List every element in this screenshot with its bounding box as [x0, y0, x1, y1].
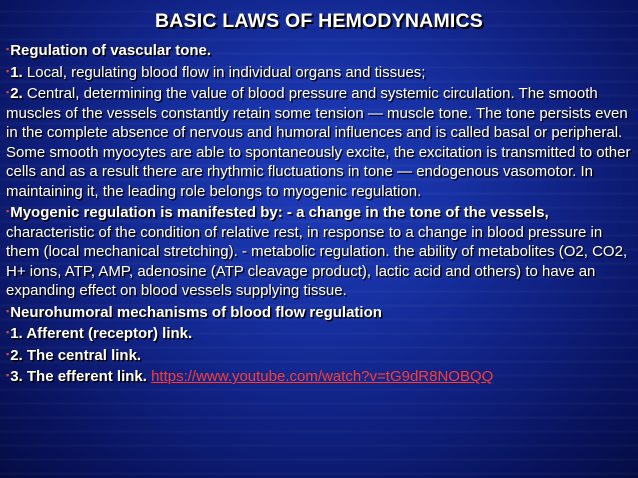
- paragraph-central-link: [6, 345, 632, 366]
- paragraph-local-regulation: [6, 62, 632, 83]
- myogenic-text: characteristic of the condition of relative rest, in response to a change in blood pressure in them (local mechanical stretching). - metabolic regulation. the ability of metabolites (O2, CO2, H+ ions, ATP, AMP, adenosine (ATP cleavage product), lactic acid and others) to have an expanding effect on blood vessels supplying tissue.: [6, 223, 628, 299]
- heading-vascular-tone: Regulation of vascular tone.: [10, 42, 212, 59]
- paragraph-afferent-link: [6, 323, 632, 344]
- bullet-icon: ▪: [6, 327, 10, 337]
- myogenic-heading: Myogenic regulation is manifested by: - a change in the tone of the vessels,: [10, 204, 549, 221]
- neurohumoral-heading: Neurohumoral mechanisms of blood flow regulation: [10, 303, 382, 321]
- paragraph-vascular-tone: [6, 40, 632, 61]
- local-regulation-text: Local, regulating blood flow in individual organs and tissues;: [22, 63, 426, 81]
- central-link-text: 2. The central link.: [10, 346, 142, 364]
- bullet-icon: ▪: [6, 305, 10, 316]
- afferent-link-text: 1. Afferent (receptor) link.: [10, 325, 193, 342]
- central-regulation-text: Central, determining the value of blood pressure and systemic circulation. The smooth muscles of the vessels constantly retain some tension — muscle tone. The tone persists even in the complete absence of nervous and humoral influences and is called basal or peripheral. Some smooth myocytes are able to spontaneously excite, the excitation is transmitted to other cells and as a result there are rhythmic fluctuations in tone — endogenous vasomotor. In maintaining it, the leading role belongs to myogenic regulation.: [6, 85, 631, 200]
- item-number: 2.: [10, 85, 23, 102]
- bullet-icon: ▪: [6, 87, 10, 97]
- item-number: 1.: [10, 63, 23, 81]
- slide-title: BASIC LAWS OF HEMODYNAMICS: [154, 10, 484, 32]
- paragraph-neurohumoral: [6, 302, 632, 323]
- slide-content: [6, 40, 632, 388]
- paragraph-central-regulation: [6, 83, 632, 201]
- bullet-icon: ▪: [6, 44, 10, 54]
- bullet-icon: ▪: [6, 370, 10, 380]
- paragraph-efferent-link: [6, 366, 632, 387]
- youtube-link[interactable]: https://www.youtube.com/watch?v=tG9dR8NOBQQ: [151, 368, 494, 385]
- efferent-link-text: 3. The efferent link.: [10, 368, 147, 385]
- paragraph-myogenic-regulation: [6, 202, 632, 301]
- bullet-icon: ▪: [6, 206, 10, 216]
- bullet-icon: ▪: [6, 65, 10, 76]
- bullet-icon: ▪: [6, 348, 10, 359]
